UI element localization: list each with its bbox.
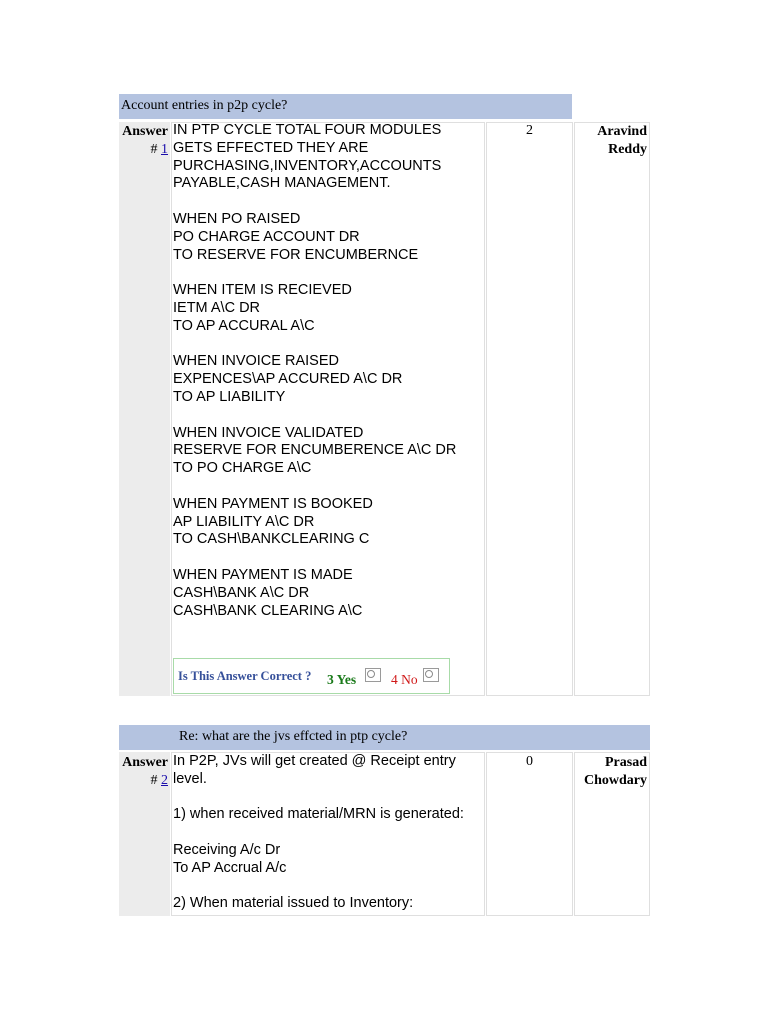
votes-cell [486,122,573,696]
feedback-question: Is This Answer Correct ? [178,669,312,683]
author-first-name-2: Prasad [605,755,647,770]
author-cell [574,122,650,696]
answer-body-text: IN PTP CYCLE TOTAL FOUR MODULES GETS EFFECTED THEY ARE PURCHASING,INVENTORY,ACCOUNTS PAYABLE,CASH MANAGEMENT. WHEN PO RAISED PO CHARGE ACCOUNT DR TO RESERVE FOR ENCUMBERNCE WHEN ITEM IS RECIEVED IETM A\C DR TO AP ACCURAL A\C WHEN INVOICE RAISED EXPENCES\AP ACCURED A\C DR TO AP LIABILITY WHEN INVOICE VALIDATED RESERVE FOR ENCUMBERENCE A\C DR TO PO CHARGE A\C WHEN PAYMENT IS BOOKED AP LIABILITY A\C DR TO CASH\BANKCLEARING C WHEN PAYMENT IS MADE CASH\BANK A\C DR CASH\BANK CLEARING A\C [173,122,457,619]
author-name-2 [574,754,647,790]
vote-count: 2 [526,123,533,138]
no-count-label: 4 No [391,672,418,687]
answer-hash: # [150,142,158,157]
question-title: Account entries in p2p cycle? [121,98,288,113]
question-title-2: Re: what are the jvs effcted in ptp cycle? [179,729,408,744]
answer-label: Answer [122,124,168,139]
author-last-name-2: Chowdary [583,773,647,788]
yes-radio-button[interactable] [365,668,381,682]
answer-label-cell [119,122,170,696]
answer-label-cell-2 [119,752,170,916]
answer-number-link[interactable]: 1 [161,142,168,157]
question-title-bar-2 [119,725,650,750]
author-name [574,123,647,159]
answer-hash-2: # [150,773,158,788]
answer-label-2: Answer [122,755,168,770]
answer-feedback-box [173,658,450,694]
answer-number-link-2[interactable]: 2 [161,773,168,788]
votes-cell-2 [486,752,573,916]
no-radio-button[interactable] [423,668,439,682]
author-last-name: Reddy [608,142,647,157]
question-title-bar [119,94,572,119]
vote-count-2: 0 [526,754,533,769]
author-first-name: Aravind [597,124,647,139]
answer-body-text-2: In P2P, JVs will get created @ Receipt entry level. 1) when received material/MRN is generated: Receiving A/c Dr To AP Accrual A/c 2) When material issued to Inventory: [173,753,464,912]
yes-count-label: 3 Yes [327,672,357,687]
